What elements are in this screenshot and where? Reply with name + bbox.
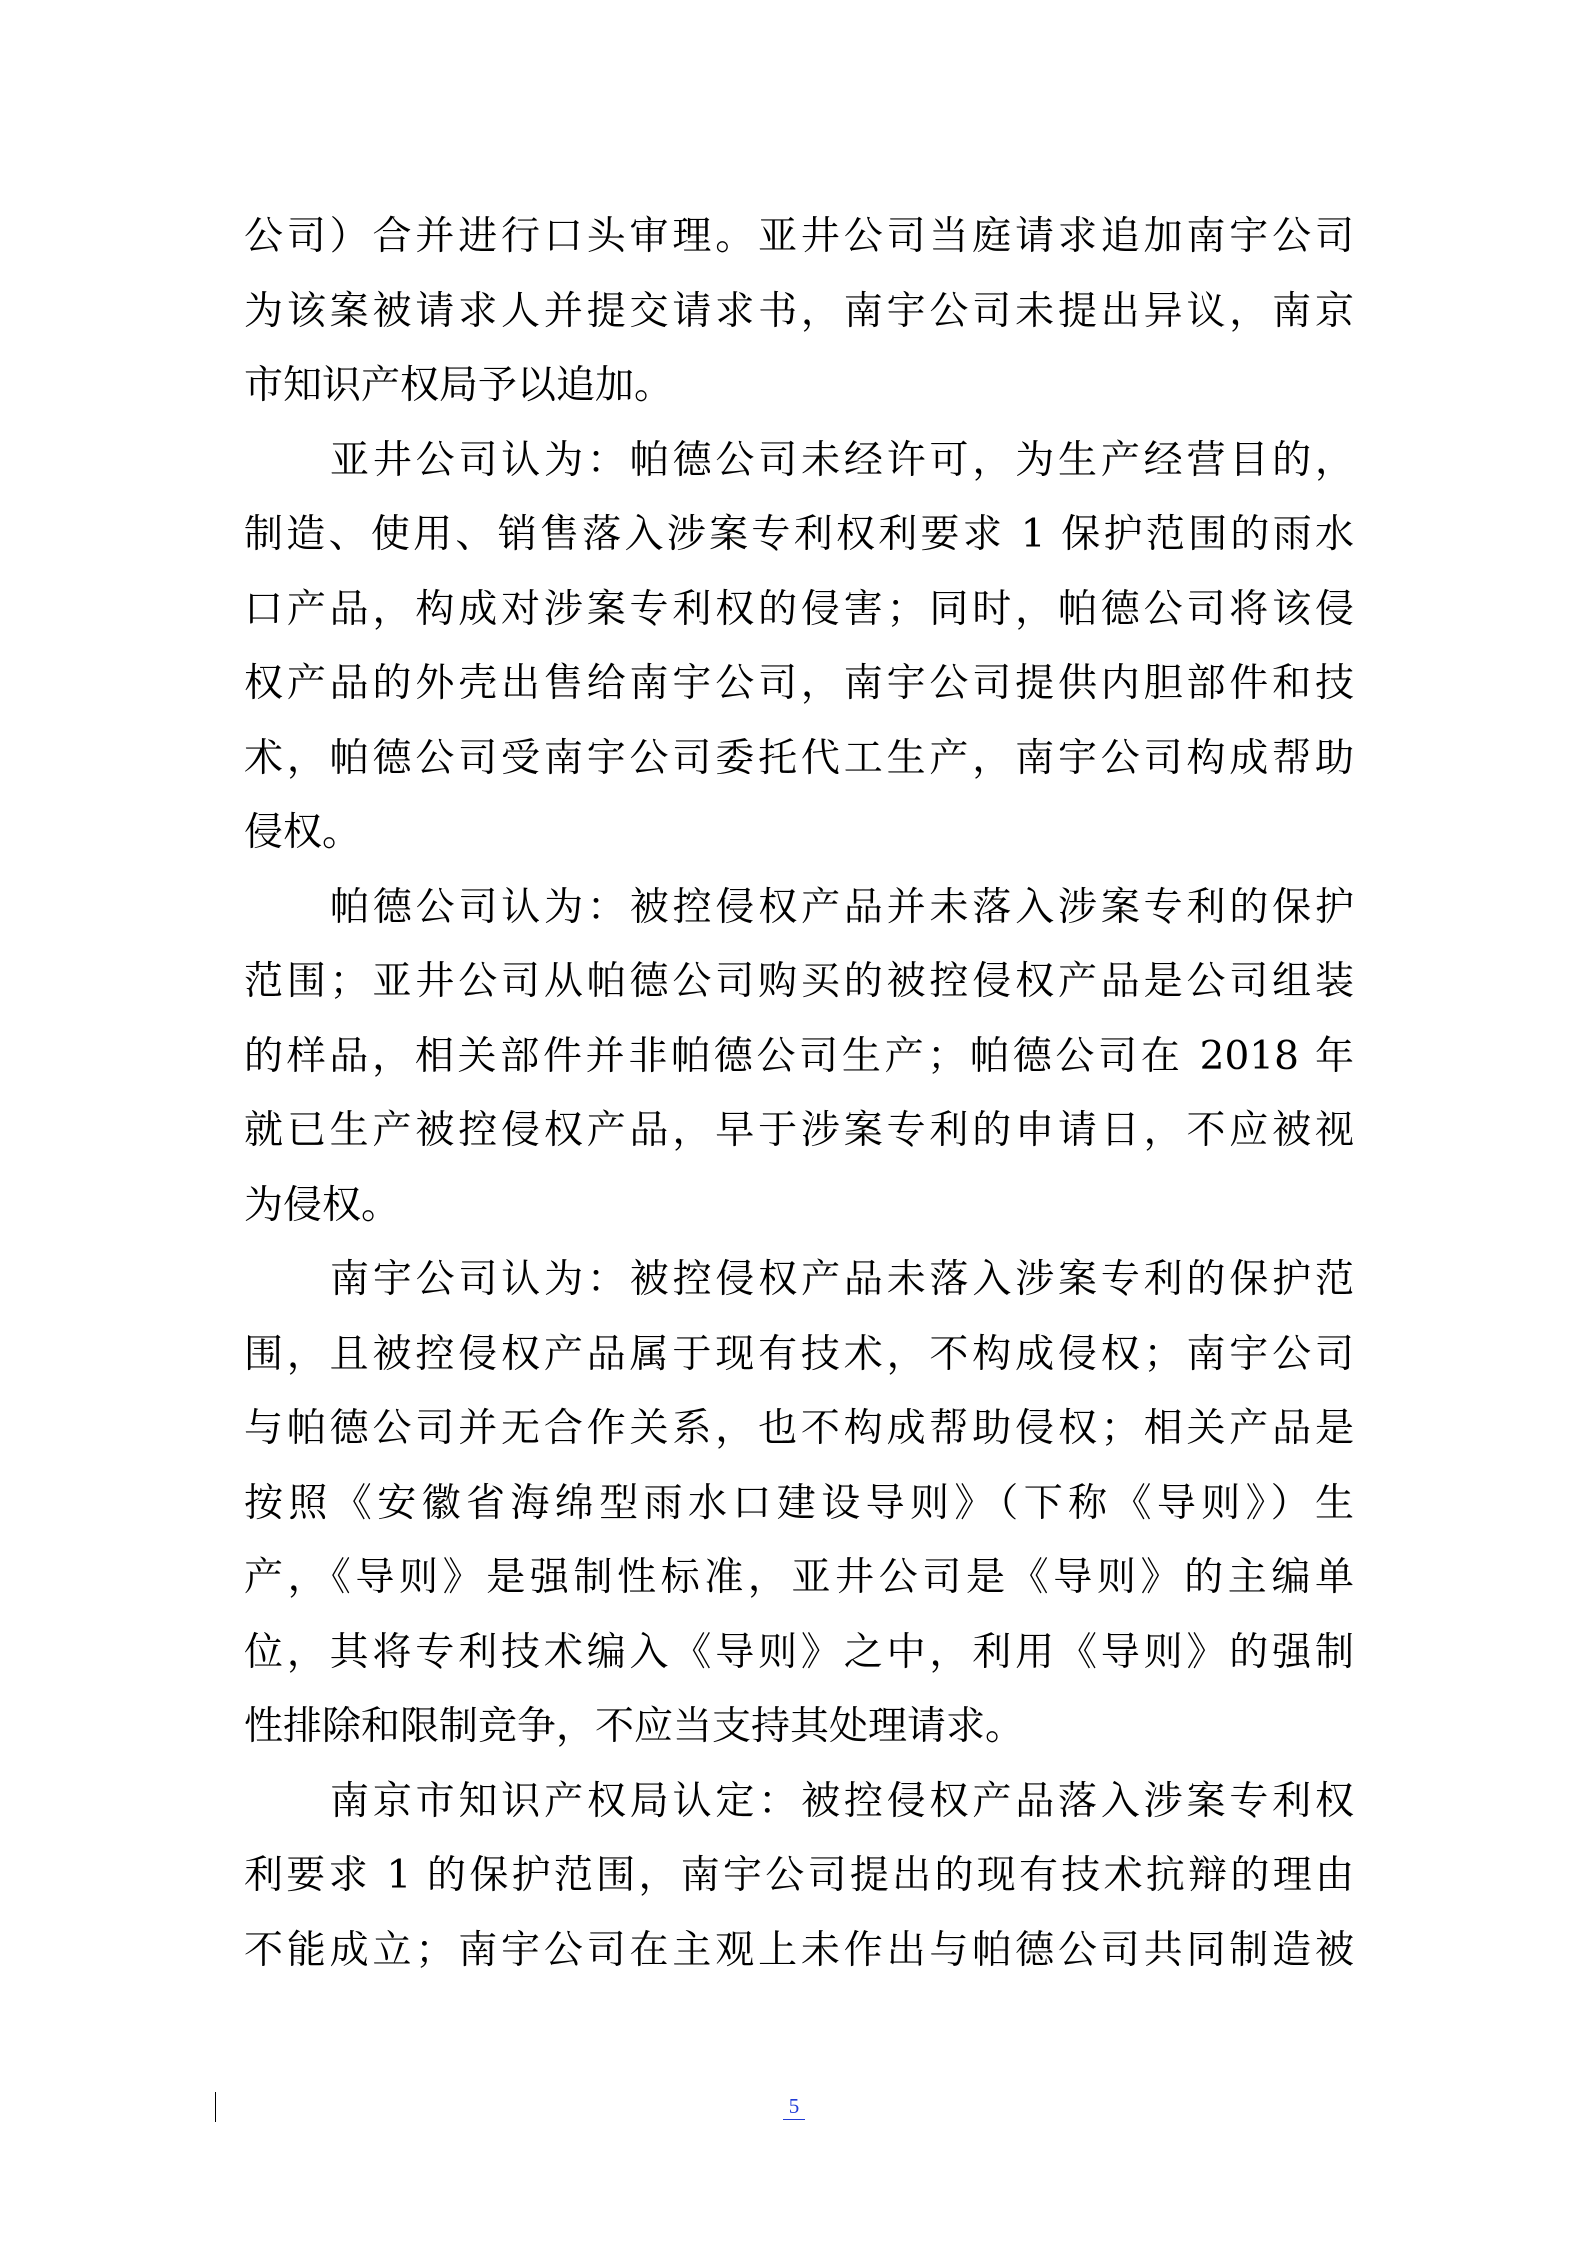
text-line: 的样品，相关部件并非帕德公司生产；帕德公司在 2018 年 (244, 1033, 1354, 1079)
text-line: 围，且被控侵权产品属于现有技术，不构成侵权；南宇公司 (244, 1331, 1354, 1377)
paragraph-first-line: 帕德公司认为：被控侵权产品并未落入涉案专利的保护 (330, 884, 1354, 930)
text-line: 侵权。 (244, 810, 362, 855)
text-line: 产，《导则》是强制性标准，亚井公司是《导则》的主编单 (244, 1555, 1354, 1600)
page-number: 5 (783, 2093, 805, 2120)
paragraph-first-line: 亚井公司认为：帕德公司未经许可，为生产经营目的， (330, 437, 1354, 483)
text-line: 为该案被请求人并提交请求书，南宇公司未提出异议，南京 (244, 288, 1354, 334)
footer-margin-bar (215, 2092, 216, 2122)
text-line: 权产品的外壳出售给南宇公司，南宇公司提供内胆部件和技 (244, 661, 1354, 706)
text-line: 公司）合并进行口头审理。亚井公司当庭请求追加南宇公司 (244, 214, 1354, 259)
text-line: 术，帕德公司受南宇公司委托代工生产，南宇公司构成帮助 (244, 735, 1354, 781)
body-text (244, 200, 1354, 1988)
text-line: 不能成立；南宇公司在主观上未作出与帕德公司共同制造被 (244, 1927, 1354, 1973)
text-line: 为侵权。 (244, 1182, 401, 1228)
text-line: 与帕德公司并无合作关系，也不构成帮助侵权；相关产品是 (244, 1406, 1354, 1451)
text-line: 就已生产被控侵权产品，早于涉案专利的申请日，不应被视 (244, 1108, 1354, 1153)
text-line: 市知识产权局予以追加。 (244, 363, 674, 408)
text-line: 位，其将专利技术编入《导则》之中，利用《导则》的强制 (244, 1629, 1354, 1675)
text-line: 口产品，构成对涉案专利权的侵害；同时，帕德公司将该侵 (244, 586, 1354, 632)
paragraph-first-line: 南宇公司认为：被控侵权产品未落入涉案专利的保护范 (330, 1257, 1354, 1302)
text-line: 制造、使用、销售落入涉案专利权利要求 1 保护范围的雨水 (244, 512, 1354, 557)
paragraph-first-line: 南京市知识产权局认定：被控侵权产品落入涉案专利权 (330, 1778, 1354, 1824)
text-line: 按照《安徽省海绵型雨水口建设导则》（下称《导则》）生 (244, 1480, 1354, 1526)
text-line: 性排除和限制竞争，不应当支持其处理请求。 (244, 1704, 1025, 1749)
text-line: 利要求 1 的保护范围，南宇公司提出的现有技术抗辩的理由 (244, 1853, 1354, 1898)
text-line: 范围；亚井公司从帕德公司购买的被控侵权产品是公司组装 (244, 959, 1354, 1004)
